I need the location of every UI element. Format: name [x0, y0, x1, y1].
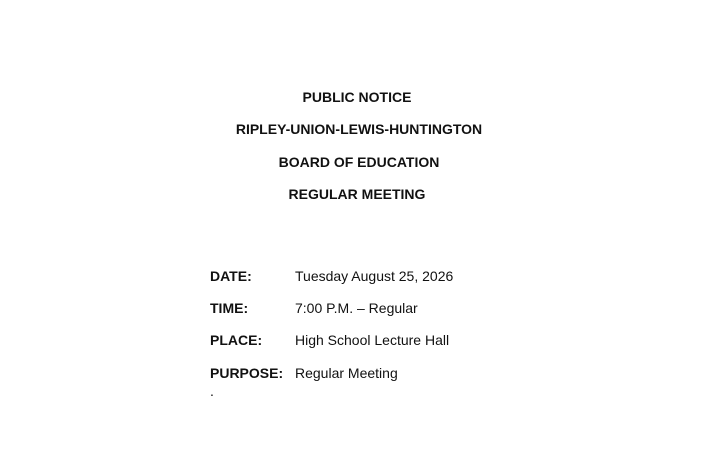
date-value: Tuesday August 25, 2026	[295, 268, 454, 284]
board-name: BOARD OF EDUCATION	[278, 154, 440, 170]
district-name: RIPLEY-UNION-LEWIS-HUNTINGTON	[235, 121, 483, 137]
place-value: High School Lecture Hall	[295, 332, 450, 348]
purpose-label: PURPOSE:	[210, 365, 284, 381]
notice-title: PUBLIC NOTICE	[302, 89, 412, 105]
date-label: DATE:	[210, 268, 252, 284]
time-value: 7:00 P.M. – Regular	[295, 300, 418, 316]
time-label: TIME:	[210, 300, 249, 316]
trailing-period: .	[210, 383, 214, 399]
place-label: PLACE:	[210, 332, 263, 348]
meeting-type: REGULAR MEETING	[288, 186, 426, 202]
purpose-value: Regular Meeting	[295, 365, 398, 381]
